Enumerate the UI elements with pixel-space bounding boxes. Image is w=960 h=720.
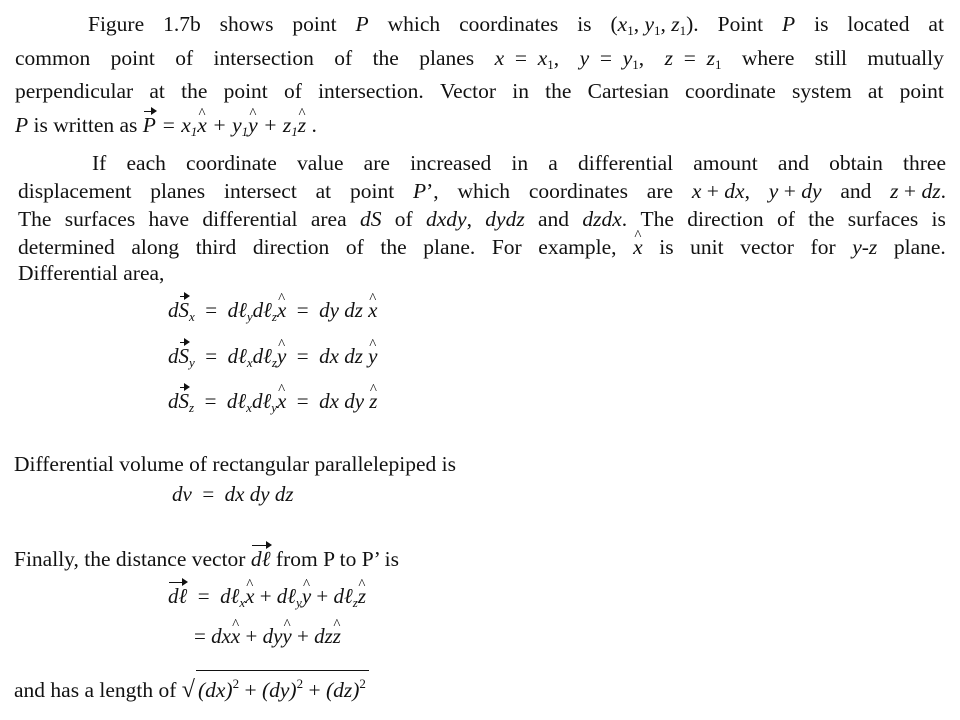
p1-line2: common point of intersection of the planes $x = x_1$, $y = y_1$, $z = z_1$ where still mutually [15,46,944,72]
p1-line4-prefix: P is written as [15,113,143,137]
distance-equation-2: = dxx ^ + dyy ^ + dzz ^ [194,623,341,649]
p2-line3: The surfaces have differential area dS of dxdy, dydz and dzdx. The direction of the surfaces is [18,207,946,231]
p2-line5: Differential area, [18,261,165,285]
p2-line1: If each coordinate value are increased in a differential amount and obtain three [92,151,946,175]
volume-text: Differential volume of rectangular parallelepiped is [14,452,456,476]
distance-equation-1: dℓ = dℓ$_x$x ^ + dℓ$_y$y ^ + dℓ$_z$z ^ [168,583,366,616]
p2-line2: displacement planes intersect at point P’, which coordinates are x + dx, y + dy and z + dz. [18,179,946,203]
length-line [14,670,369,703]
p2-line4: determined along third direction of the plane. For example, x ^ is unit vector for y-z plane. [18,234,946,260]
p1-line1: Figure 1.7b shows point P which coordinates is ($x_1$, $y_1$, $z_1$). Point P is located at [88,12,944,38]
volume-equation: dv = dx dy dz [172,482,294,506]
distance-text [14,546,399,572]
area-equation-y: $dS_y$ = dℓ$_x$dℓ$_z$y ^ = dx dz y ^ [168,343,377,376]
length-text: and has a length of [14,678,177,702]
p1-line3: perpendicular at the point of intersection. Vector in the Cartesian coordinate system at point [15,79,944,103]
p1-line4 [15,112,317,145]
area-equation-z: $dS_z$ = dℓ$_x$dℓ$_y$x ^ = dx dy z ^ [168,388,377,421]
length-equation: √ (dx)$^2$ + (dy)$^2$ + (dz)$^2$ [182,678,369,702]
distance-text-prefix: Finally, the distance vector [14,547,246,571]
position-vector-equation: $P = x_1x$ ^ + $y_1y$ ^ + $z_1z$ ^ . [143,113,317,137]
distance-text-suffix: from P to P’ is [275,547,399,571]
area-equation-x: $dS_x$ = dℓ$_y$dℓ$_z$x ^ = dy dz x ^ [168,297,377,330]
distance-symbol: dℓ [250,547,271,571]
